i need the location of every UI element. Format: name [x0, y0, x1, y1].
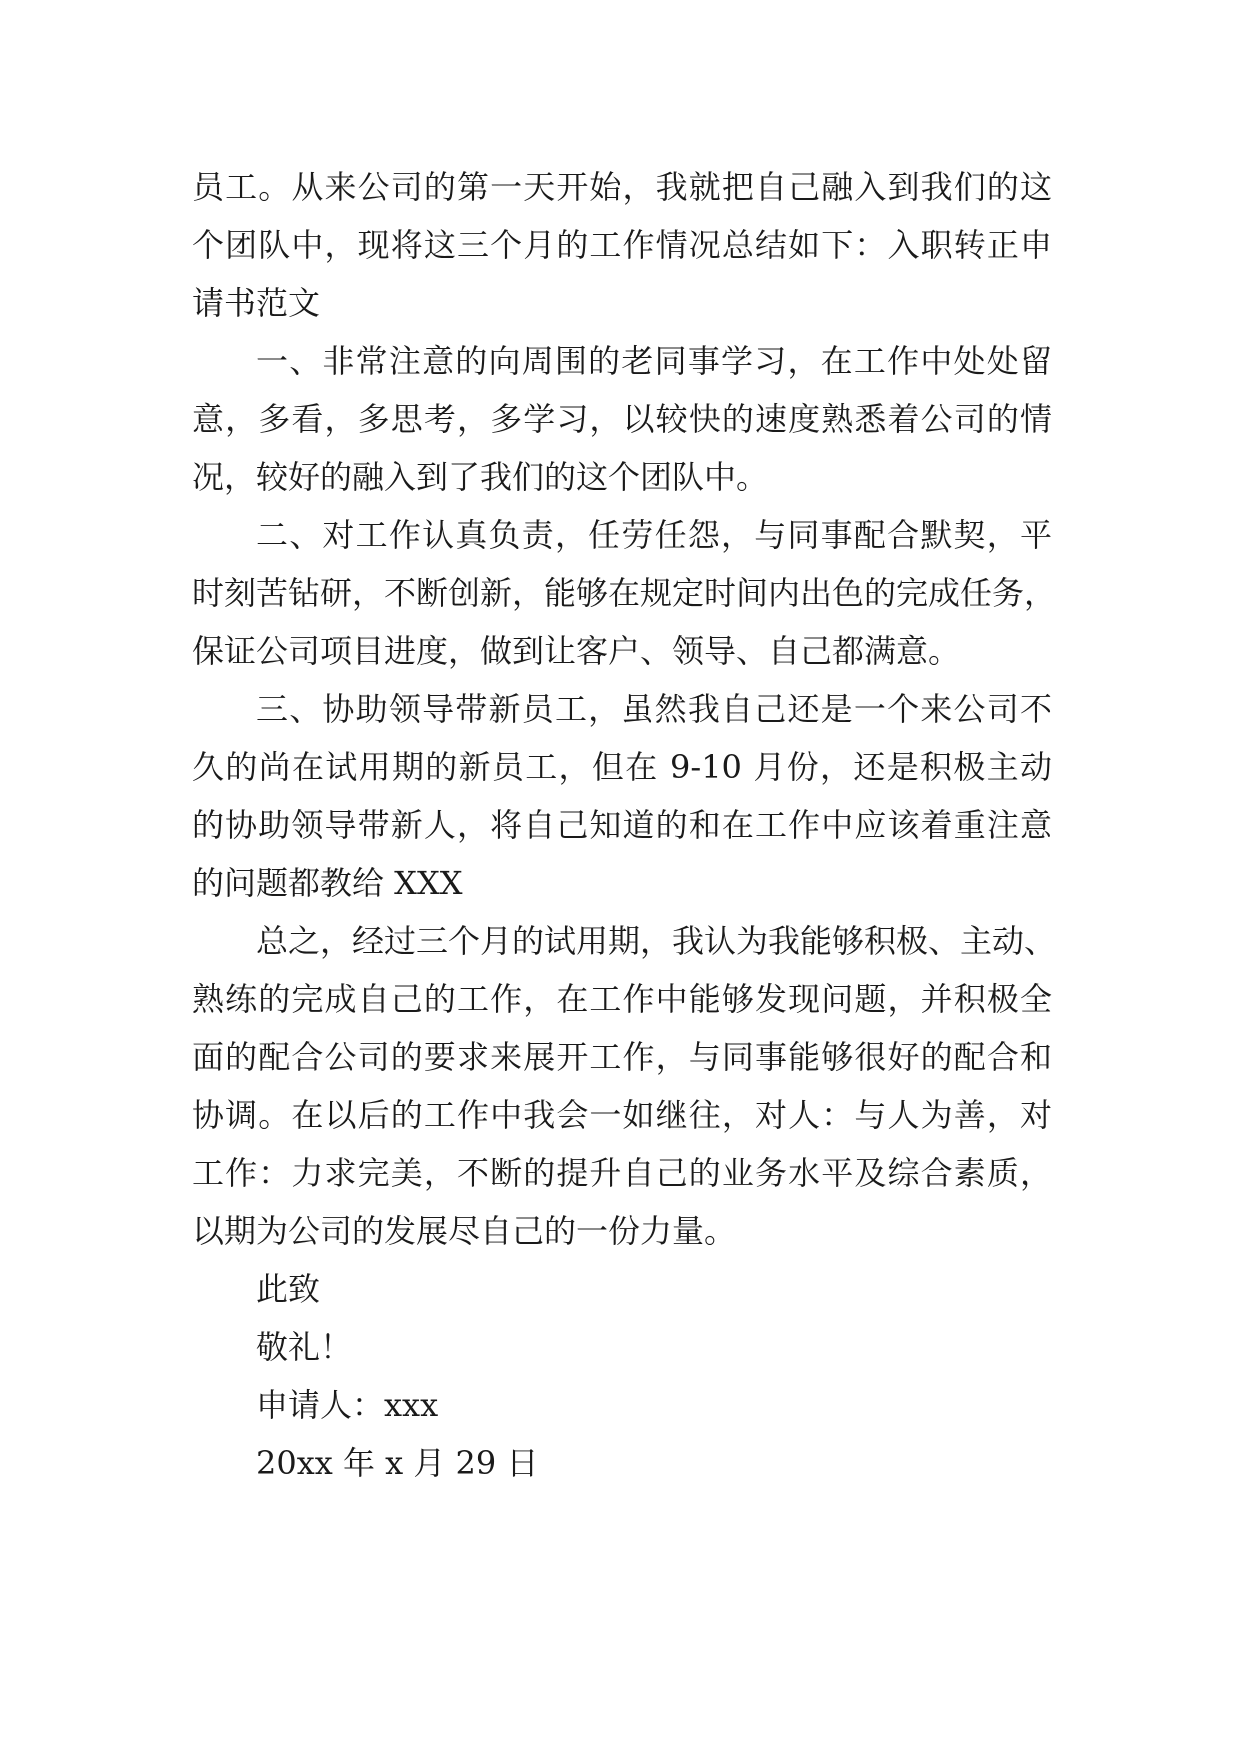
- paragraph-5-line-2: 熟练的完成自己的工作，在工作中能够发现问题，并积极全: [192, 980, 1052, 1018]
- date-line: 20xx 年 x 月 29 日: [256, 1444, 539, 1482]
- paragraph-5-line-4: 协调。在以后的工作中我会一如继往，对人：与人为善，对: [192, 1096, 1052, 1134]
- applicant-line: 申请人：xxx: [256, 1386, 439, 1424]
- paragraph-5-line-1: 总之，经过三个月的试用期，我认为我能够积极、主动、: [256, 922, 1057, 960]
- paragraph-4-line-3: 的协助领导带新人，将自己知道的和在工作中应该着重注意: [192, 806, 1052, 844]
- paragraph-2-line-3: 况，较好的融入到了我们的这个团队中。: [192, 458, 769, 496]
- document-body: [192, 158, 1057, 1492]
- salute-text: 敬礼！: [256, 1328, 353, 1366]
- paragraph-1-line-1: 员工。从来公司的第一天开始，我就把自己融入到我们的这: [192, 168, 1052, 206]
- paragraph-3-line-2: 时刻苦钻研，不断创新，能够在规定时间内出色的完成任务，: [192, 574, 1057, 612]
- paragraph-1-line-3: 请书范文: [192, 284, 321, 322]
- paragraph-1-line-2: 个团队中，现将这三个月的工作情况总结如下：入职转正申: [192, 226, 1052, 264]
- paragraph-4-line-1: 三、协助领导带新员工，虽然我自己还是一个来公司不: [256, 690, 1052, 728]
- paragraph-2-line-1: 一、非常注意的向周围的老同事学习，在工作中处处留: [256, 342, 1052, 380]
- paragraph-3-line-1: 二、对工作认真负责，任劳任怨，与同事配合默契，平: [256, 516, 1052, 554]
- paragraph-5-line-3: 面的配合公司的要求来展开工作，与同事能够很好的配合和: [192, 1038, 1052, 1076]
- paragraph-2-line-2: 意，多看，多思考，多学习，以较快的速度熟悉着公司的情: [192, 400, 1052, 438]
- paragraph-5-line-5: 工作：力求完美，不断的提升自己的业务水平及综合素质，: [192, 1154, 1052, 1192]
- paragraph-4-line-4: 的问题都教给 XXX: [192, 864, 463, 902]
- closing-text: 此致: [256, 1270, 321, 1308]
- paragraph-5-line-6: 以期为公司的发展尽自己的一份力量。: [192, 1212, 737, 1250]
- paragraph-3-line-3: 保证公司项目进度，做到让客户、领导、自己都满意。: [192, 632, 961, 670]
- paragraph-4-line-2: 久的尚在试用期的新员工，但在 9-10 月份，还是积极主动: [192, 748, 1052, 786]
